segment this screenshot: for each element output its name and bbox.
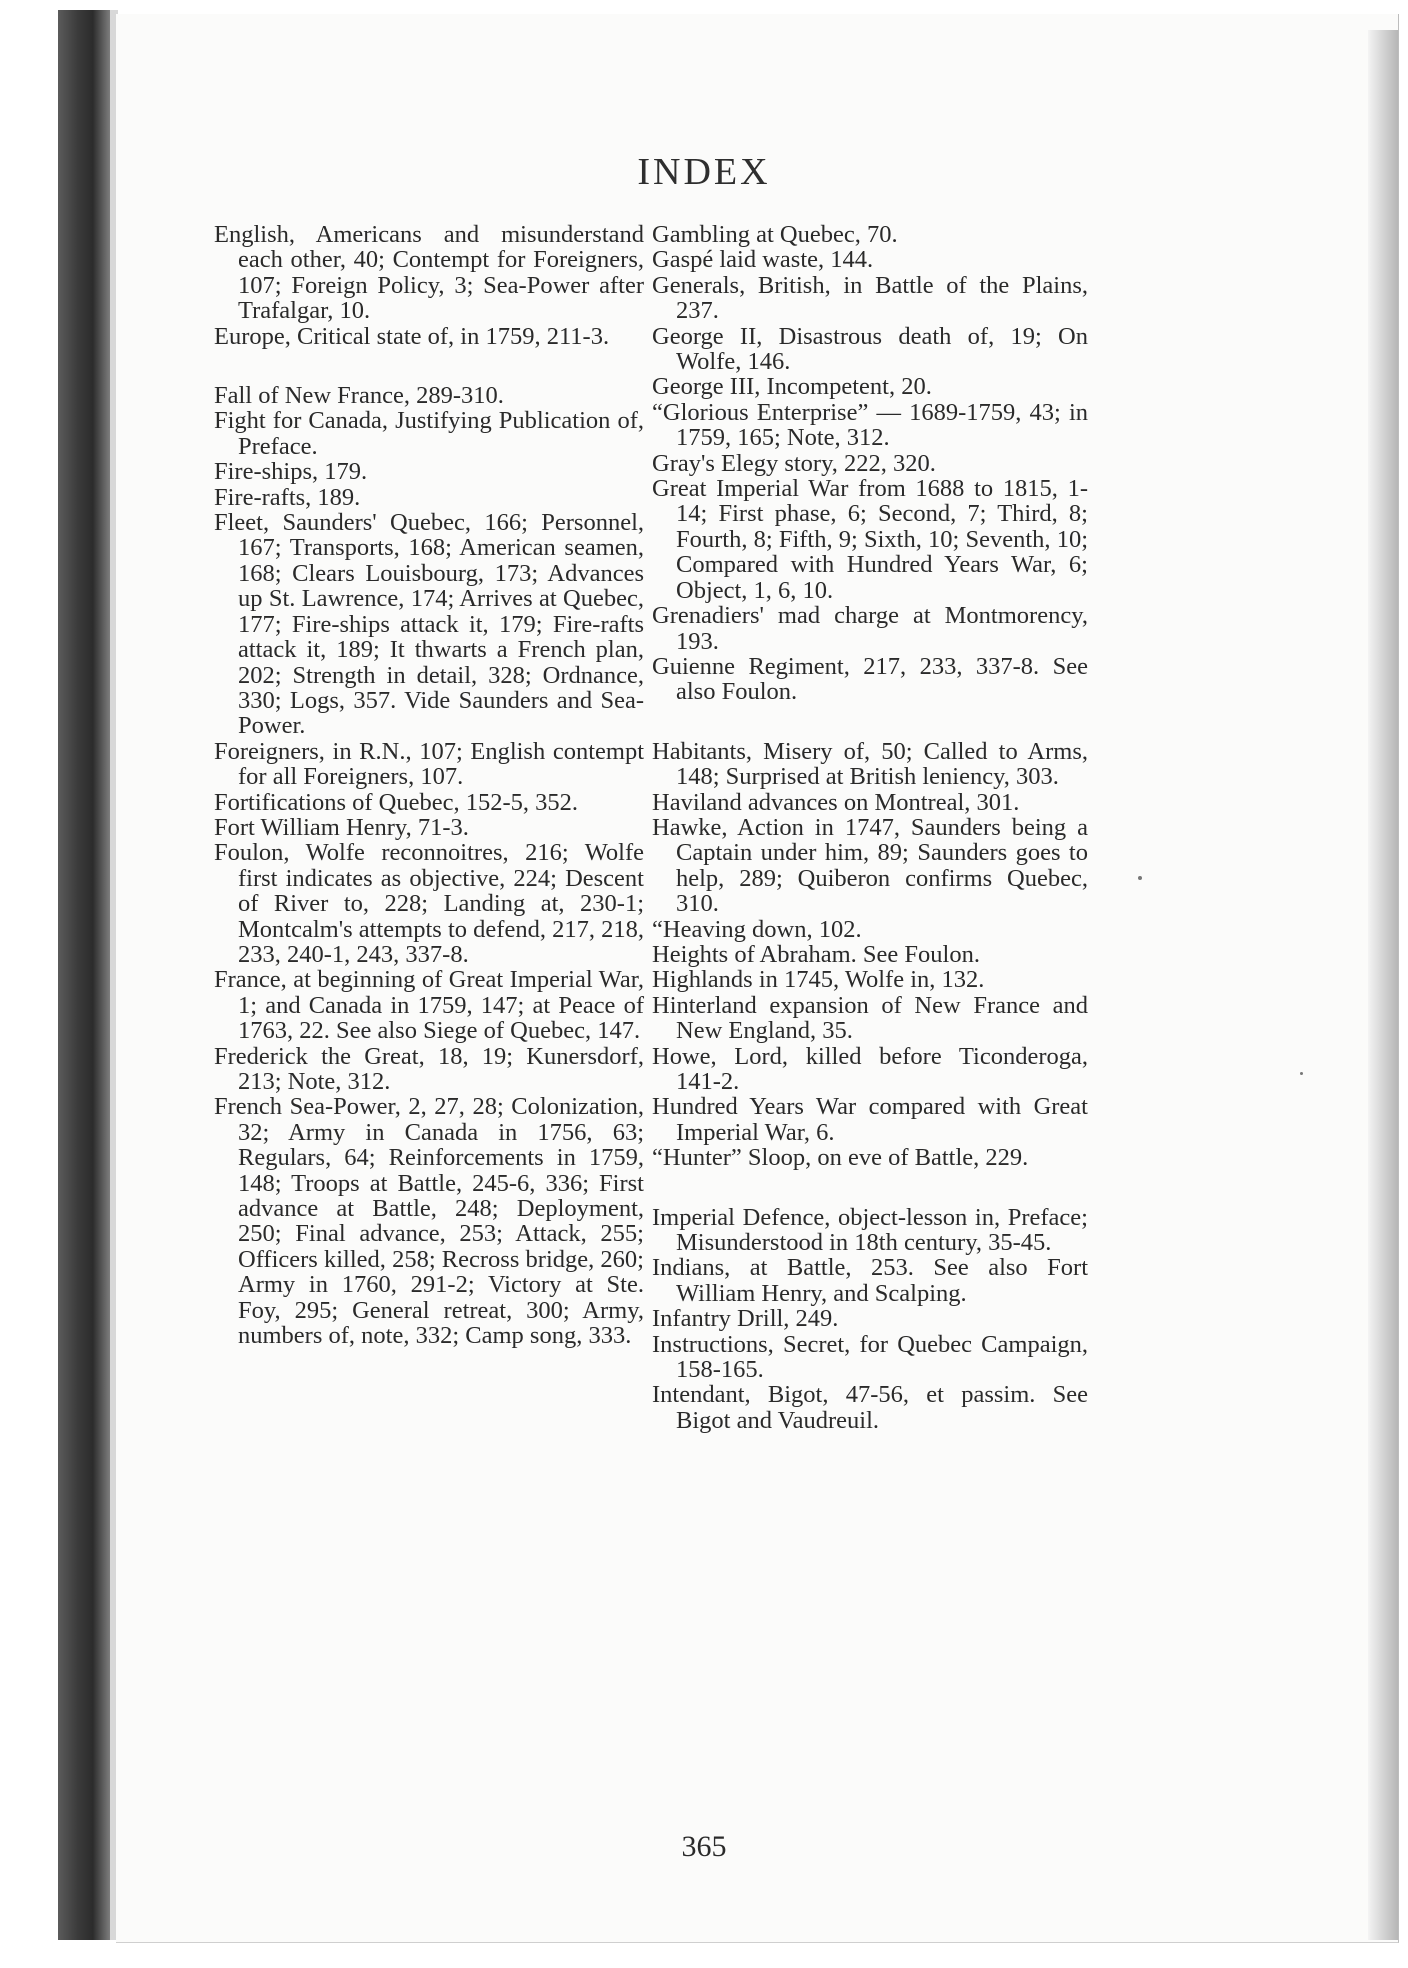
index-column-left — [214, 222, 644, 1348]
index-entry: Foulon, Wolfe reconnoitres, 216; Wolfe first indicates as objective, 224; Descent of River to, 228; Landing at, 230-1; Montcalm's attempts to defend, 217, 218, 233, 240-1, 243, 337-8. — [214, 839, 644, 968]
index-entry: George III, Incompetent, 20. — [652, 373, 932, 401]
index-entry: Great Imperial War from 1688 to 1815, 1-14; First phase, 6; Second, 7; Third, 8; Fourth, 8; Fifth, 9; Sixth, 10; Seventh, 10; Compared with Hundred Years War, 6; Object, 1, 6, 10. — [652, 475, 1088, 604]
letter-group-gap — [214, 349, 644, 383]
index-entry: Fortifications of Quebec, 152-5, 352. — [214, 788, 579, 816]
index-entry: Europe, Critical state of, in 1759, 211-3. — [214, 322, 610, 350]
index-entry: Grenadiers' mad charge at Montmorency, 193. — [652, 602, 1088, 655]
index-column-right — [652, 222, 1088, 1433]
index-entry: Fleet, Saunders' Quebec, 166; Personnel, 167; Transports, 168; American seamen, 168; Clears Louisbourg, 173; Advances up St. Lawrence, 174; Arrives at Quebec, 177; Fire-ships attack it, 179; Fire-rafts attack it, 189; It thwarts a French plan, 202; Strength in detail, 328; Ordnance, 330; Logs, 357. Vide Saunders and Sea-Power. — [214, 509, 644, 740]
index-entry: Frederick the Great, 18, 19; Kunersdorf, 213; Note, 312. — [214, 1042, 644, 1095]
index-entry: Gray's Elegy story, 222, 320. — [652, 449, 936, 477]
index-entry: Hawke, Action in 1747, Saunders being a Captain under him, 89; Saunders goes to help, 289; Quiberon confirms Quebec, 310. — [652, 813, 1088, 918]
index-entry: George II, Disastrous death of, 19; On Wolfe, 146. — [652, 322, 1088, 376]
index-entry: “Glorious Enterprise” — 1689-1759, 43; in 1759, 165; Note, 312. — [652, 398, 1088, 452]
index-entry: Habitants, Misery of, 50; Called to Arms, 148; Surprised at British leniency, 303. — [652, 737, 1088, 791]
index-entry: Intendant, Bigot, 47-56, et passim. See Bigot and Vaudreuil. — [652, 1381, 1088, 1434]
index-entry: Fight for Canada, Justifying Publication of, Preface. — [214, 407, 644, 460]
index-entry: Highlands in 1745, Wolfe in, 132. — [652, 966, 985, 994]
index-entry: Foreigners, in R.N., 107; English contempt for all Foreigners, 107. — [214, 737, 644, 791]
index-entry: Generals, British, in Battle of the Plains, 237. — [652, 271, 1088, 325]
index-entry: Fire-ships, 179. — [214, 458, 368, 486]
index-entry: Gaspé laid waste, 144. — [652, 246, 874, 274]
index-entry: Haviland advances on Montreal, 301. — [652, 788, 1020, 816]
index-entry: Howe, Lord, killed before Ticonderoga, 141-2. — [652, 1042, 1088, 1095]
book-spine — [58, 10, 116, 1940]
page-title: INDEX — [637, 151, 771, 193]
index-entry: Indians, at Battle, 253. See also Fort William Henry, and Scalping. — [652, 1254, 1088, 1307]
letter-group-gap — [652, 705, 1088, 739]
index-entry: France, at beginning of Great Imperial War, 1; and Canada in 1759, 147; at Peace of 1763, 22. See also Siege of Quebec, 147. — [214, 966, 644, 1045]
index-entry: Gambling at Quebec, 70. — [652, 221, 898, 248]
index-entry: Instructions, Secret, for Quebec Campaign, 158-165. — [652, 1330, 1088, 1384]
page-number: 365 — [681, 1830, 727, 1863]
index-entry: Hinterland expansion of New France and New England, 35. — [652, 991, 1088, 1045]
index-entry: French Sea-Power, 2, 27, 28; Colonization, 32; Army in Canada in 1756, 63; Regulars, 64; Reinforcements in 1759, 148; Troops at Battle, 245-6, 336; First advance at Battle, 248; Deployment, 250; Final advance, 253; Attack, 255; Officers killed, 258; Recross bridge, 260; Army in 1760, 291-2; Victory at Ste. Foy, 295; General retreat, 300; Army, numbers of, note, 332; Camp song, 333. — [214, 1093, 644, 1350]
letter-group-gap — [652, 1171, 1088, 1205]
page-edge-shadow — [1368, 30, 1398, 1940]
index-entry: Heights of Abraham. See Foulon. — [652, 940, 980, 968]
index-entry: Hundred Years War compared with Great Imperial War, 6. — [652, 1093, 1088, 1146]
index-entry: Guienne Regiment, 217, 233, 337-8. See also Foulon. — [652, 652, 1088, 706]
index-entry: Imperial Defence, object-lesson in, Preface; Misunderstood in 18th century, 35-45. — [652, 1203, 1088, 1257]
index-entry: Fort William Henry, 71-3. — [214, 813, 469, 841]
index-entry: Infantry Drill, 249. — [652, 1305, 839, 1333]
index-entry: Fire-rafts, 189. — [214, 483, 361, 511]
index-entry: Fall of New France, 289-310. — [214, 382, 504, 410]
speck — [1138, 876, 1142, 880]
index-entry: English, Americans and misunderstand each other, 40; Contempt for Foreigners, 107; Foreign Policy, 3; Sea-Power after Trafalgar, 10. — [214, 221, 644, 325]
index-entry: “Hunter” Sloop, on eve of Battle, 229. — [652, 1144, 1029, 1172]
speck — [1300, 1072, 1303, 1075]
index-entry: “Heaving down, 102. — [652, 915, 862, 943]
